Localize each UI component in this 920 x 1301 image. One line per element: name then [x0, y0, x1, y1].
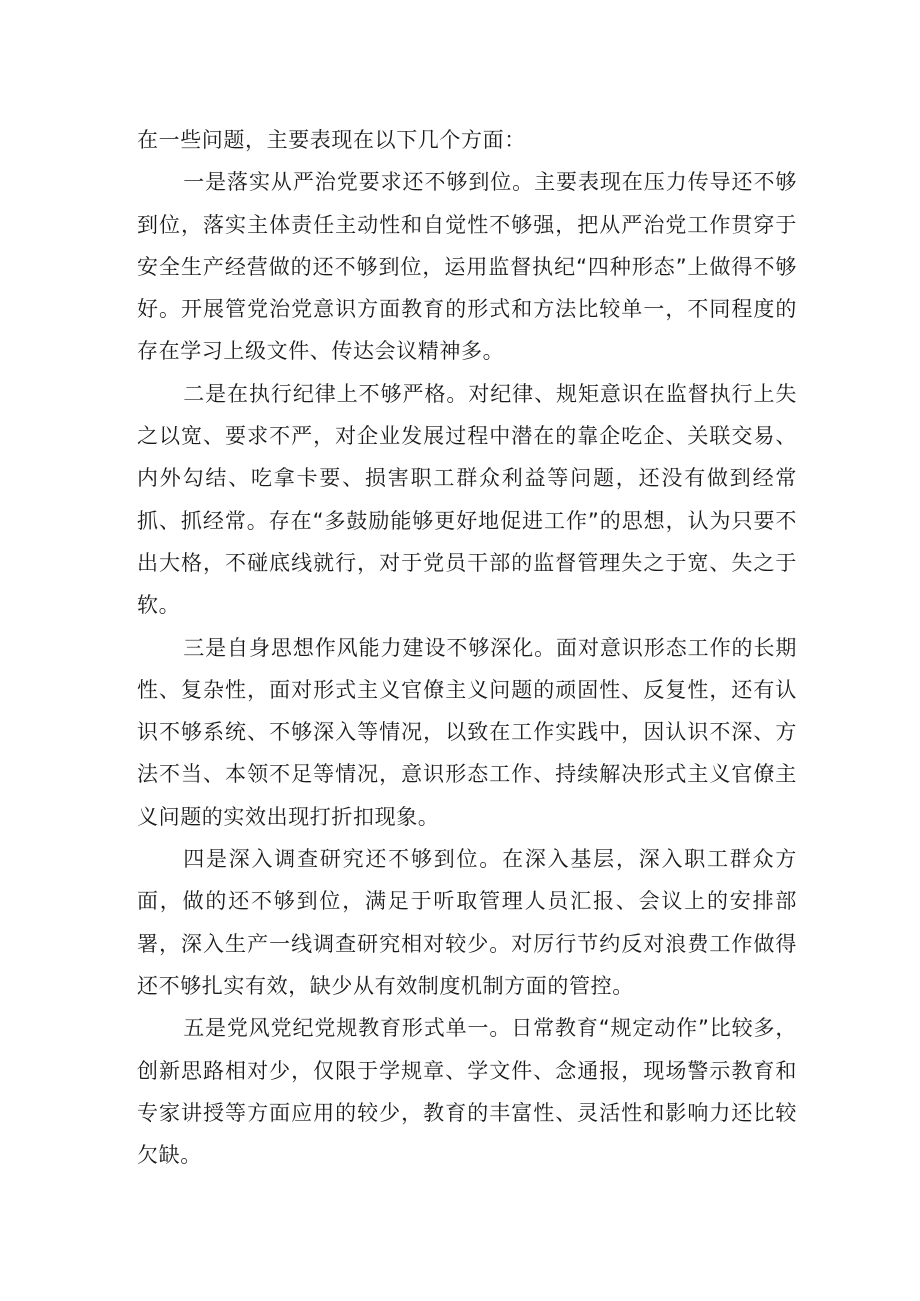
document-body — [137, 119, 797, 1176]
paragraph-point-4: 四是深入调查研究还不够到位。在深入基层，深入职工群众方面，做的还不够到位，满足于听取管理人员汇报、会议上的安排部署，深入生产一线调查研究相对较少。对厉行节约反对浪费工作做得还不够扎实有效，缺少从有效制度机制方面的管控。 — [137, 847, 797, 998]
intro-paragraph: 在一些问题，主要表现在以下几个方面： — [137, 128, 526, 152]
paragraph-point-5: 五是党风党纪党规教育形式单一。日常教育“规定动作”比较多，创新思路相对少，仅限于学规章、学文件、念通报，现场警示教育和专家讲授等方面应用的较少，教育的丰富性、灵活性和影响力还比较欠缺。 — [137, 1016, 797, 1168]
paragraph-point-1: 一是落实从严治党要求还不够到位。主要表现在压力传导还不够到位，落实主体责任主动性和自觉性不够强，把从严治党工作贯穿于安全生产经营做的还不够到位，运用监督执纪“四种形态”上做得不够好。开展管党治党意识方面教育的形式和方法比较单一，不同程度的存在学习上级文件、传达会议精神多。 — [137, 170, 797, 364]
paragraph-point-3: 三是自身思想作风能力建设不够深化。面对意识形态工作的长期性、复杂性，面对形式主义官僚主义问题的顽固性、反复性，还有认识不够系统、不够深入等情况，以致在工作实践中，因认识不深、方法不当、本领不足等情况，意识形态工作、持续解决形式主义官僚主义问题的实效出现打折扣现象。 — [137, 635, 797, 829]
paragraph-point-2: 二是在执行纪律上不够严格。对纪律、规矩意识在监督执行上失之以宽、要求不严，对企业发展过程中潜在的靠企吃企、关联交易、内外勾结、吃拿卡要、损害职工群众利益等问题，还没有做到经常抓、抓经常。存在“多鼓励能够更好地促进工作”的思想，认为只要不出大格，不碰底线就行，对于党员干部的监督管理失之于宽、失之于软。 — [137, 381, 797, 618]
